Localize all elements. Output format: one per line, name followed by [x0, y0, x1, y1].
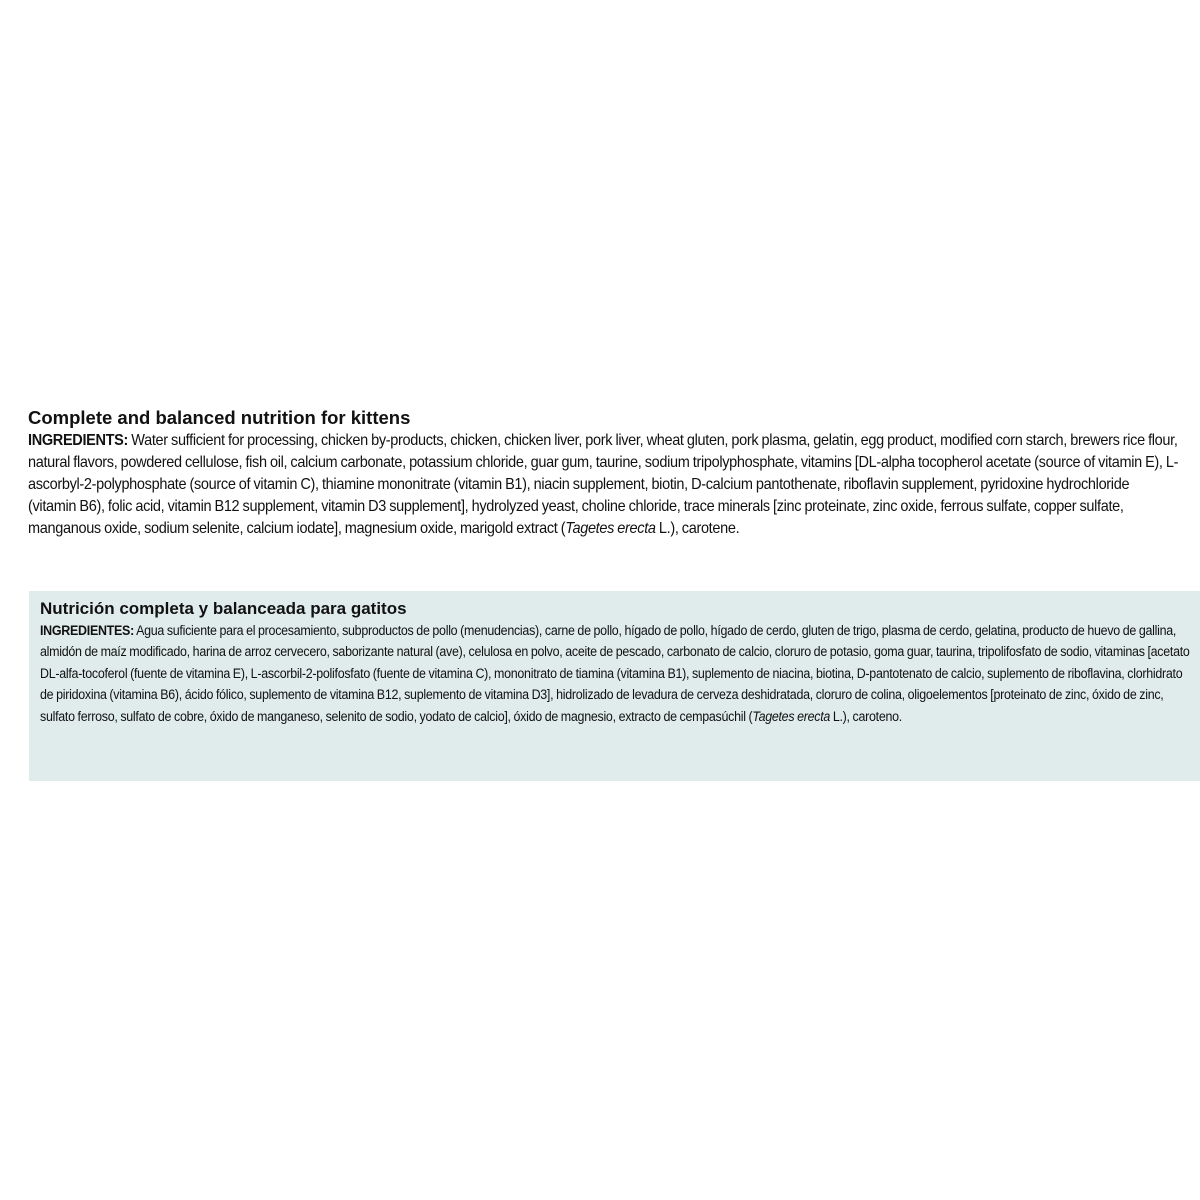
spanish-ingredients-label: INGREDIENTES:	[40, 623, 134, 638]
spanish-label-section	[29, 591, 1200, 781]
spanish-ingredients-list: Agua suficiente para el procesamiento, subproductos de pollo (menudencias), carne de pollo, hígado de pollo, hígado de cerdo, gluten de trigo, plasma de cerdo, gelatina, producto de huevo de gallina, almidón de maíz modificado, harina de arroz cervecero, saborizante natural (ave), celulosa en polvo, aceite de pescado, carbonato de calcio, cloruro de potasio, goma guar, taurina, tripolifosfato de sodio, vitaminas [acetato DL-alfa-tocoferol (fuente de vitamina E), L-ascorbil-2-polifosfato (fuente de vitamina C), mononitrato de tiamina (vitamina B1), suplemento de niacina, biotina, D-pantotenato de calcio, suplemento de riboflavina, clorhidrato de piridoxina (vitamina B6), ácido fólico, suplemento de vitamina B12, suplemento de vitamina D3], hidrolizado de levadura de cerveza deshidratada, cloruro de colina, oligoelementos [proteinato de zinc, óxido de zinc, sulfato ferroso, sulfato de cobre, óxido de manganeso, selenito de sodio, yodato de calcio], óxido de magnesio, extracto de cempasúchil (	[40, 623, 1190, 724]
english-ingredients-label: INGREDIENTS:	[28, 432, 129, 449]
english-ingredients-text	[28, 430, 1178, 540]
spanish-heading: Nutrición completa y balanceada para gatitos	[40, 599, 407, 618]
english-heading: Complete and balanced nutrition for kittens	[28, 407, 411, 428]
spanish-ingredients-end: L.), caroteno.	[830, 708, 902, 724]
english-ingredients-italic: Tagetes erecta	[565, 520, 656, 537]
english-ingredients-end: L.), carotene.	[655, 520, 740, 537]
spanish-ingredients-text	[40, 620, 1193, 727]
spanish-ingredients-italic: Tagetes erecta	[752, 708, 831, 724]
english-ingredients-list: Water sufficient for processing, chicken by-products, chicken, chicken liver, pork liver, wheat gluten, pork plasma, gelatin, egg product, modified corn starch, brewers rice flour, natural flavors, powdered cellulose, fish oil, calcium carbonate, potassium chloride, guar gum, taurine, sodium tripolyphosphate, vitamins [DL-alpha tocopherol acetate (source of vitamin E), L-ascorbyl-2-polyphosphate (source of vitamin C), thiamine mononitrate (vitamin B1), niacin supplement, biotin, D-calcium pantothenate, riboflavin supplement, pyridoxine hydrochloride (vitamin B6), folic acid, vitamin B12 supplement, vitamin D3 supplement], hydrolyzed yeast, choline chloride, trace minerals [zinc proteinate, zinc oxide, ferrous sulfate, copper sulfate, manganous oxide, sodium selenite, calcium iodate], magnesium oxide, marigold extract (	[28, 432, 1179, 537]
english-label-section	[22, 407, 1182, 540]
